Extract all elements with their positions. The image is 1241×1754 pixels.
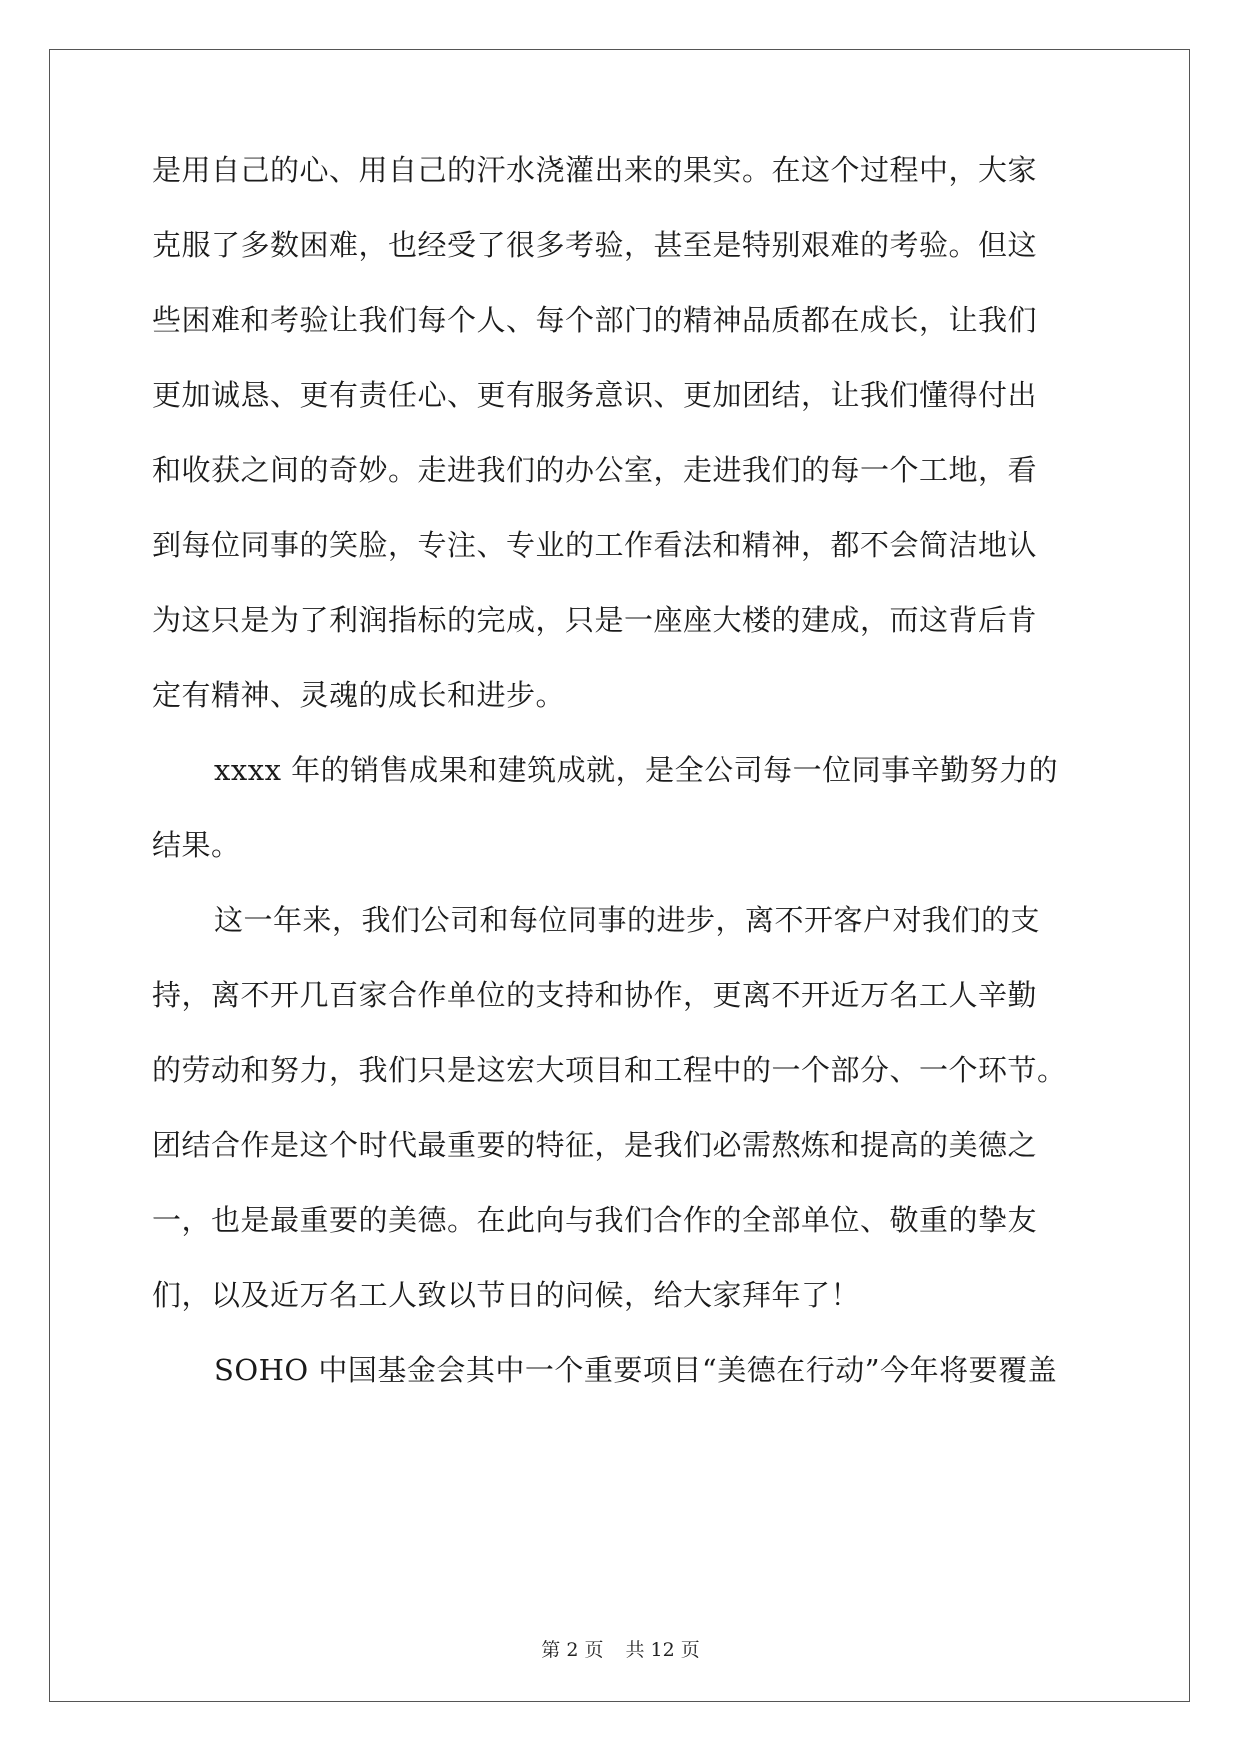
text-line: 些困难和考验让我们每个人、每个部门的精神品质都在成长，让我们 [152, 303, 1038, 337]
text-line: 持，离不开几百家合作单位的支持和协作，更离不开近万名工人辛勤 [152, 978, 1038, 1012]
text-line: 一，也是最重要的美德。在此向与我们合作的全部单位、敬重的挚友 [152, 1203, 1038, 1237]
text-line: 这一年来，我们公司和每位同事的进步，离不开客户对我们的支 [214, 903, 1041, 937]
text-line: 定有精神、灵魂的成长和进步。 [152, 678, 566, 712]
text-line: 为这只是为了利润指标的完成，只是一座座大楼的建成，而这背后肯 [152, 603, 1038, 637]
text-line: 克服了多数困难，也经受了很多考验，甚至是特别艰难的考验。但这 [152, 228, 1038, 262]
text-line: 到每位同事的笑脸，专注、专业的工作看法和精神，都不会简洁地认 [152, 528, 1038, 562]
text-line: 是用自己的心、用自己的汗水浇灌出来的果实。在这个过程中，大家 [152, 153, 1038, 187]
text-line: 的劳动和努力，我们只是这宏大项目和工程中的一个部分、一个环节。 [152, 1053, 1067, 1087]
text-line: 更加诚恳、更有责任心、更有服务意识、更加团结，让我们懂得付出 [152, 378, 1038, 412]
page-number: 第 2 页 [541, 1639, 604, 1661]
page-border [49, 49, 1190, 1702]
text-line: 结果。 [152, 828, 241, 862]
page-total: 共 12 页 [625, 1639, 700, 1661]
text-line: SOHO 中国基金会其中一个重要项目“美德在行动”今年将要覆盖 [214, 1353, 1058, 1387]
text-line: 们，以及近万名工人致以节日的问候，给大家拜年了！ [152, 1278, 861, 1312]
text-line: 团结合作是这个时代最重要的特征，是我们必需熬炼和提高的美德之 [152, 1128, 1038, 1162]
page-footer [0, 1635, 1241, 1662]
text-line: xxxx 年的销售成果和建筑成就，是全公司每一位同事辛勤努力的 [214, 753, 1059, 787]
text-line: 和收获之间的奇妙。走进我们的办公室，走进我们的每一个工地，看 [152, 453, 1038, 487]
